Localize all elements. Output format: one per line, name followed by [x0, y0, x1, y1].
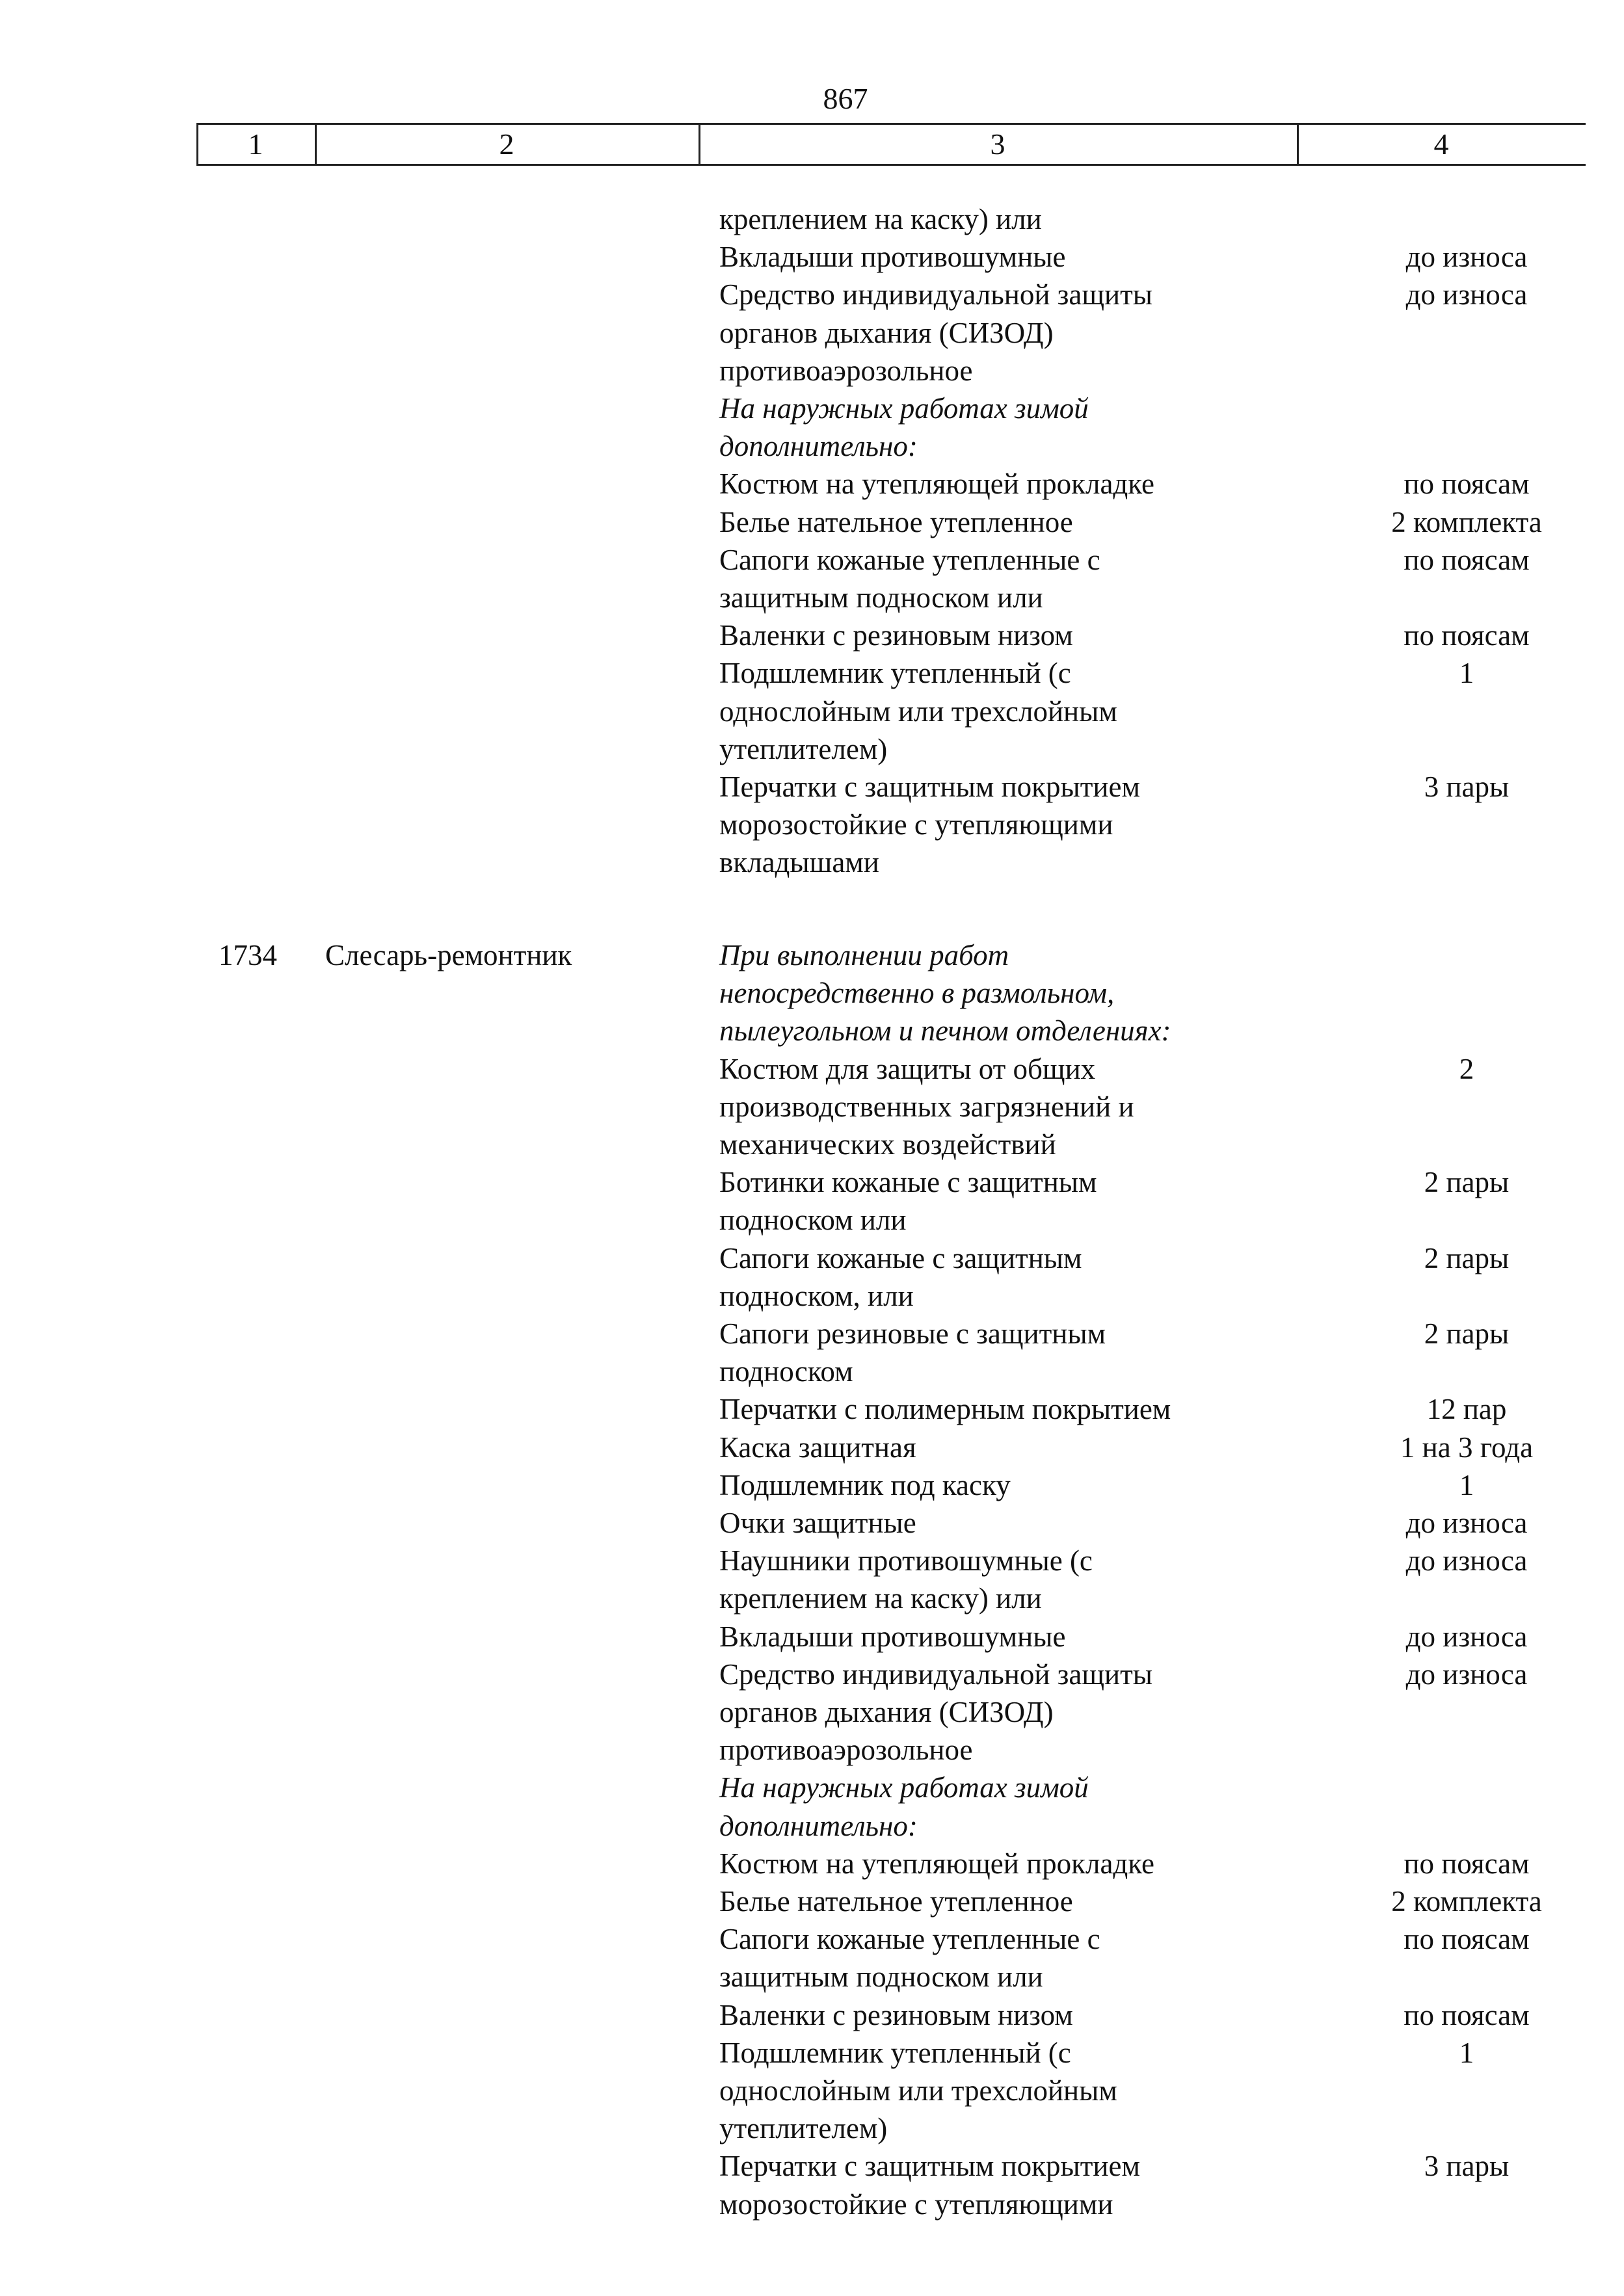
- profession-name: Слесарь-ремонтник: [325, 939, 572, 971]
- entry-number: 1734: [219, 939, 277, 971]
- item-name: Сапоги резиновые с защитным: [719, 1317, 1106, 1350]
- item-name: органов дыхания (СИЗОД): [719, 317, 1054, 349]
- header-col-3: 3: [990, 127, 1005, 161]
- item-name: Наушники противошумные (с: [719, 1544, 1093, 1577]
- item-name: Средство индивидуальной защиты: [719, 278, 1153, 311]
- item-norm: до износа: [1405, 1620, 1528, 1653]
- item-norm: по поясам: [1404, 468, 1530, 500]
- section-heading: пылеугольном и печном отделениях:: [719, 1014, 1171, 1047]
- item-norm: до износа: [1405, 278, 1528, 311]
- item-name: морозостойкие с утепляющими: [719, 808, 1113, 841]
- item-name: производственных загрязнений и: [719, 1090, 1134, 1123]
- item-name: креплением на каску) или: [719, 203, 1042, 235]
- item-name: Очки защитные: [719, 1507, 916, 1539]
- item-norm: 3 пары: [1424, 771, 1510, 803]
- item-name: Перчатки с полимерным покрытием: [719, 1393, 1171, 1425]
- item-norm: 12 пар: [1426, 1393, 1507, 1425]
- item-name: Средство индивидуальной защиты: [719, 1658, 1153, 1691]
- item-name: Сапоги кожаные утепленные с: [719, 1923, 1100, 1955]
- item-name: Подшлемник утепленный (с: [719, 657, 1071, 689]
- item-name: Подшлемник утепленный (с: [719, 2037, 1071, 2069]
- item-name: механических воздействий: [719, 1128, 1056, 1161]
- item-name: Костюм на утепляющей прокладке: [719, 1847, 1155, 1880]
- item-name: противоаэрозольное: [719, 1734, 973, 1766]
- item-norm: по поясам: [1404, 619, 1530, 652]
- item-name: Белье нательное утепленное: [719, 1885, 1073, 1918]
- item-name: утеплителем): [719, 733, 888, 765]
- item-norm: 1: [1459, 657, 1474, 689]
- item-norm: до износа: [1405, 1658, 1528, 1691]
- item-norm: по поясам: [1404, 544, 1530, 576]
- item-name: Перчатки с защитным покрытием: [719, 2150, 1140, 2182]
- item-name: защитным подноском или: [719, 581, 1043, 614]
- section-heading: непосредственно в размольном,: [719, 977, 1115, 1009]
- item-name: подноском или: [719, 1204, 907, 1236]
- item-norm: 2: [1459, 1053, 1474, 1085]
- item-name: Вкладыши противошумные: [719, 241, 1066, 273]
- item-norm: по поясам: [1404, 1847, 1530, 1880]
- page-number: 867: [823, 82, 868, 115]
- item-name: утеплителем): [719, 2112, 888, 2144]
- item-name: Ботинки кожаные с защитным: [719, 1166, 1097, 1198]
- item-name: Сапоги кожаные утепленные с: [719, 544, 1100, 576]
- header-col-2: 2: [499, 127, 514, 161]
- item-name: Подшлемник под каску: [719, 1469, 1011, 1501]
- section-heading: дополнительно:: [719, 1810, 918, 1842]
- section-heading: На наружных работах зимой: [719, 392, 1089, 425]
- item-name: защитным подноском или: [719, 1960, 1043, 1993]
- item-name: однослойным или трехслойным: [719, 695, 1117, 728]
- item-norm: до износа: [1405, 241, 1528, 273]
- item-name: подноском: [719, 1355, 853, 1388]
- item-name: Сапоги кожаные с защитным: [719, 1242, 1082, 1274]
- item-norm: до износа: [1405, 1507, 1528, 1539]
- item-name: Костюм для защиты от общих: [719, 1053, 1096, 1085]
- item-name: Белье нательное утепленное: [719, 506, 1073, 538]
- item-norm: 2 пары: [1424, 1242, 1510, 1274]
- item-norm: 2 комплекта: [1391, 506, 1542, 538]
- item-name: противоаэрозольное: [719, 354, 973, 387]
- item-norm: 1: [1459, 2037, 1474, 2069]
- item-norm: 2 пары: [1424, 1166, 1510, 1198]
- item-norm: 2 пары: [1424, 1317, 1510, 1350]
- item-name: Валенки с резиновым низом: [719, 619, 1073, 652]
- section-heading: На наружных работах зимой: [719, 1771, 1089, 1804]
- item-name: креплением на каску) или: [719, 1582, 1042, 1615]
- item-name: Вкладыши противошумные: [719, 1620, 1066, 1653]
- item-norm: 1 на 3 года: [1400, 1431, 1534, 1464]
- item-name: подноском, или: [719, 1280, 914, 1312]
- item-norm: 2 комплекта: [1391, 1885, 1542, 1918]
- item-name: однослойным или трехслойным: [719, 2074, 1117, 2107]
- item-name: Костюм на утепляющей прокладке: [719, 468, 1155, 500]
- item-norm: по поясам: [1404, 1999, 1530, 2031]
- item-name: вкладышами: [719, 846, 879, 878]
- item-name: Каска защитная: [719, 1431, 916, 1464]
- item-name: органов дыхания (СИЗОД): [719, 1696, 1054, 1728]
- header-col-4: 4: [1433, 127, 1449, 161]
- item-norm: по поясам: [1404, 1923, 1530, 1955]
- section-heading: дополнительно:: [719, 430, 918, 462]
- item-norm: 1: [1459, 1469, 1474, 1501]
- section-heading: При выполнении работ: [719, 939, 1009, 971]
- header-col-1: 1: [248, 127, 263, 161]
- item-norm: 3 пары: [1424, 2150, 1510, 2182]
- item-norm: до износа: [1405, 1544, 1528, 1577]
- item-name: Валенки с резиновым низом: [719, 1999, 1073, 2031]
- item-name: морозостойкие с утепляющими: [719, 2188, 1113, 2221]
- item-name: Перчатки с защитным покрытием: [719, 771, 1140, 803]
